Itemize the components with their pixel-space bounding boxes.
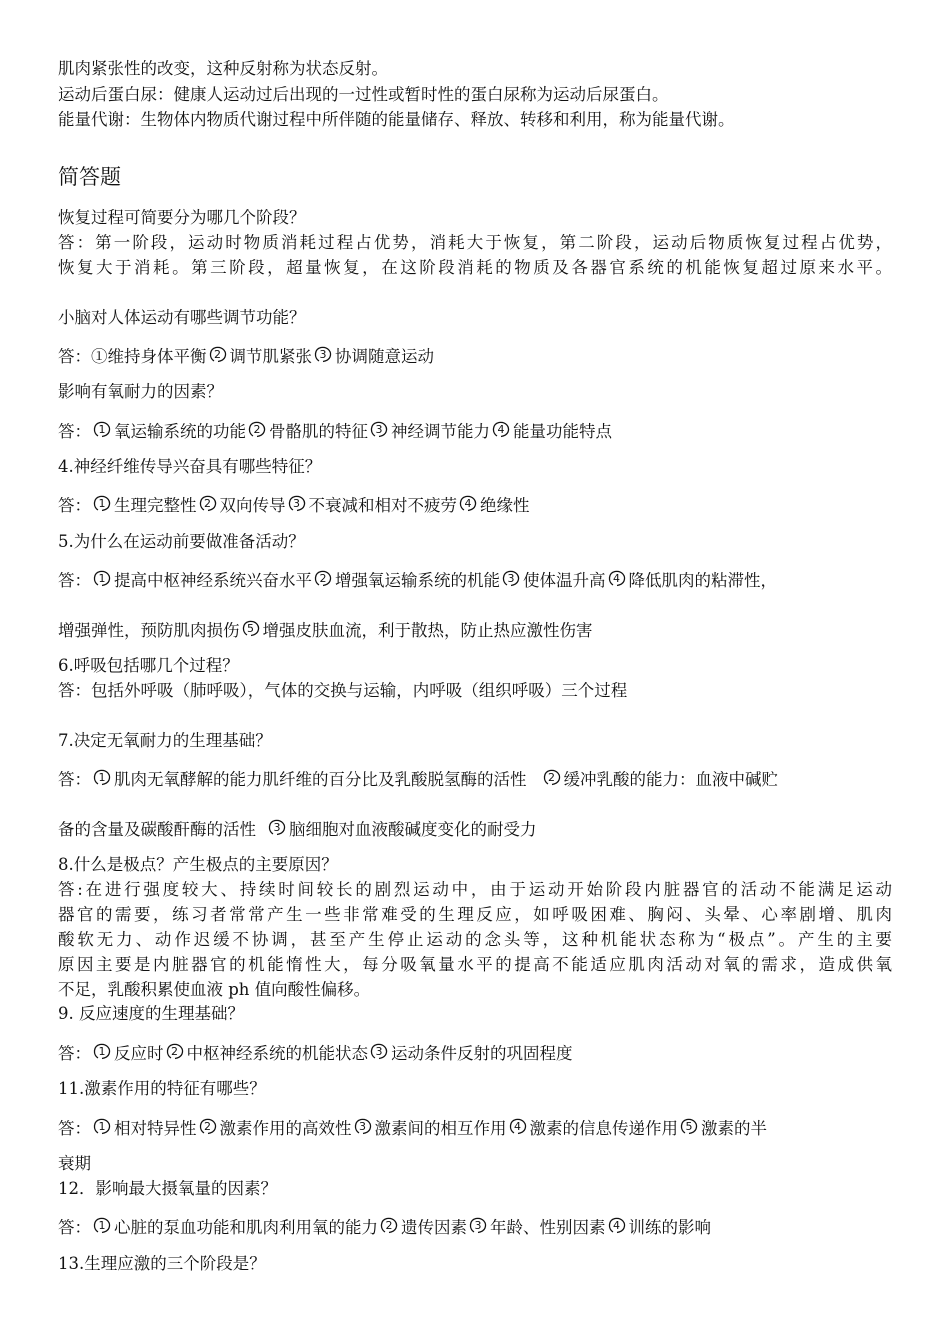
answer-11-line-1 (58, 1117, 767, 1139)
circled-number-icon: 4 (458, 494, 478, 514)
answer-5-line-2 (58, 619, 593, 641)
answer-item: 激素的半 (701, 1119, 767, 1138)
answer-1-line-1: 答：第一阶段，运动时物质消耗过程占优势，消耗大于恢复，第二阶段，运动后物质恢复过程占优势， (58, 233, 892, 252)
question-12: 12．影响最大摄氧量的因素？ (58, 1179, 277, 1198)
circled-number-icon: 4 (491, 420, 511, 440)
answer-1-line-2: 恢复大于消耗。第三阶段，超量恢复，在这阶段消耗的物质及各器官系统的机能恢复超过原来水平。 (58, 258, 892, 277)
answer-item: 骨骼肌的特征 (269, 422, 368, 441)
answer-8-line-5: 不足，乳酸积累使血液 ph 值向酸性偏移。 (58, 980, 371, 999)
answer-5-line-1 (58, 569, 777, 591)
answer-item: 训练的影响 (628, 1218, 711, 1237)
answer-item: 增强弹性，预防肌肉损伤 (58, 621, 240, 640)
answer-item: 调节肌紧张 (229, 347, 312, 366)
circled-number-icon: 2 (379, 1216, 399, 1236)
answer-prefix: 答： (58, 422, 91, 441)
circled-number-icon: 3 (369, 1042, 389, 1062)
answer-11-line-2: 衰期 (58, 1154, 91, 1173)
answer-8-line-4: 原因主要是内脏器官的机能惰性大，每分吸氧量水平的提高不能适应肌肉活动对氧的需求，造成供氧 (58, 955, 892, 974)
answer-item: 激素间的相互作用 (374, 1119, 507, 1138)
answer-item: 能量功能特点 (513, 422, 612, 441)
answer-item: 生理完整性 (114, 496, 197, 515)
circled-number-icon: 2 (313, 569, 333, 589)
question-7: 7.决定无氧耐力的生理基础？ (58, 731, 272, 750)
answer-item: 增强皮肤血流，利于散热，防止热应激性伤害 (262, 621, 593, 640)
section-title: 简答题 (58, 165, 121, 189)
answer-item: 提高中枢神经系统兴奋水平 (114, 571, 312, 590)
circled-number-icon: 4 (607, 1216, 627, 1236)
intro-line-2: 运动后蛋白尿：健康人运动过后出现的一过性或暂时性的蛋白尿称为运动后尿蛋白。 (58, 85, 669, 104)
circled-number-icon: 3 (501, 569, 521, 589)
circled-number-icon: 1 (92, 768, 112, 788)
answer-item: 运动条件反射的巩固程度 (391, 1044, 573, 1063)
answer-prefix: 答： (58, 347, 91, 366)
question-4: 4.神经纤维传导兴奋具有哪些特征？ (58, 457, 322, 476)
circled-number-icon: 2 (198, 1117, 218, 1137)
answer-prefix: 答： (58, 1044, 91, 1063)
answer-item: 使体温升高 (523, 571, 606, 590)
answer-item: 增强氧运输系统的机能 (335, 571, 500, 590)
circled-number-icon: 1 (92, 1042, 112, 1062)
circled-number-icon: 3 (287, 494, 307, 514)
answer-item: 激素的信息传递作用 (529, 1119, 678, 1138)
circled-number-icon: 4 (607, 569, 627, 589)
question-6: 6.呼吸包括哪几个过程？ (58, 656, 239, 675)
circled-number-icon: 5 (679, 1117, 699, 1137)
answer-7-line-1 (58, 768, 778, 790)
circled-number-icon: 2 (165, 1042, 185, 1062)
answer-8-line-1: 答:在进行强度较大、持续时间较长的剧烈运动中，由于运动开始阶段内脏器官的活动不能满足运动 (58, 880, 892, 899)
answer-item: 中枢神经系统的机能状态 (186, 1044, 368, 1063)
circled-number-icon: 1 (92, 1216, 112, 1236)
circled-number-icon: 1 (92, 1117, 112, 1137)
answer-12 (58, 1216, 711, 1238)
answer-item: 年龄、性别因素 (490, 1218, 606, 1237)
question-3: 影响有氧耐力的因素？ (58, 382, 223, 401)
answer-item: 缓冲乳酸的能力：血液中碱贮 (563, 770, 778, 789)
question-11: 11.激素作用的特征有哪些？ (58, 1079, 266, 1098)
intro-line-3: 能量代谢：生物体内物质代谢过程中所伴随的能量储存、释放、转移和利用，称为能量代谢。 (58, 110, 735, 129)
circled-number-icon: 5 (241, 619, 261, 639)
answer-item: 激素作用的高效性 (219, 1119, 352, 1138)
answer-item: 遗传因素 (401, 1218, 467, 1237)
answer-item: 绝缘性 (480, 496, 530, 515)
answer-item: 心脏的泵血功能和肌肉利用氧的能力 (114, 1218, 378, 1237)
answer-8-line-3: 酸软无力、动作迟缓不协调，甚至产生停止运动的念头等，这种机能状态称为“极点”。产生的主要 (58, 930, 892, 949)
circled-number-icon: 2 (198, 494, 218, 514)
answer-item: 降低肌肉的粘滞性， (628, 571, 777, 590)
question-5: 5.为什么在运动前要做准备活动？ (58, 532, 305, 551)
circled-number-icon: 2 (208, 345, 228, 365)
question-13: 13.生理应激的三个阶段是？ (58, 1254, 266, 1273)
answer-4 (58, 494, 530, 516)
question-2: 小脑对人体运动有哪些调节功能？ (58, 308, 306, 327)
circled-number-icon: 3 (267, 818, 287, 838)
answer-item: 神经调节能力 (391, 422, 490, 441)
answer-prefix: 答： (58, 571, 91, 590)
answer-prefix: 答： (58, 1218, 91, 1237)
circled-number-icon: 1 (92, 494, 112, 514)
answer-3 (58, 420, 612, 442)
circled-number-icon: 3 (353, 1117, 373, 1137)
circled-number-icon: 3 (313, 345, 333, 365)
circled-number-icon: 1 (92, 420, 112, 440)
circled-number-icon: 2 (542, 768, 562, 788)
circled-number-icon: 3 (369, 420, 389, 440)
circled-number-icon: 1 (92, 569, 112, 589)
answer-item: 肌肉无氧酵解的能力肌纤维的百分比及乳酸脱氢酶的活性 (114, 770, 527, 789)
circled-number-icon: 2 (247, 420, 267, 440)
answer-item: 反应时 (114, 1044, 164, 1063)
answer-item: 相对特异性 (114, 1119, 197, 1138)
answer-8-line-2: 器官的需要，练习者常常产生一些非常难受的生理反应，如呼吸困难、胸闷、头晕、心率剧增、肌肉 (58, 905, 892, 924)
answer-item: 氧运输系统的功能 (114, 422, 246, 441)
question-9: 9. 反应速度的生理基础？ (58, 1004, 244, 1023)
answer-item: ①维持身体平衡 (91, 347, 207, 366)
answer-7-line-2 (58, 818, 537, 840)
answer-item: 脑细胞对血液酸碱度变化的耐受力 (289, 820, 537, 839)
answer-2 (58, 345, 434, 367)
answer-prefix: 答： (58, 496, 91, 515)
answer-item: 不衰减和相对不疲劳 (308, 496, 457, 515)
answer-item: 协调随意运动 (335, 347, 434, 366)
circled-number-icon: 4 (508, 1117, 528, 1137)
answer-prefix: 答： (58, 1119, 91, 1138)
question-8: 8.什么是极点？产生极点的主要原因？ (58, 855, 338, 874)
answer-item: 双向传导 (219, 496, 286, 515)
intro-line-1: 肌肉紧张性的改变，这种反射称为状态反射。 (58, 59, 388, 78)
answer-item: 备的含量及碳酸酐酶的活性 (58, 820, 256, 839)
question-1: 恢复过程可简要分为哪几个阶段？ (58, 208, 306, 227)
answer-9 (58, 1042, 573, 1064)
answer-6: 答：包括外呼吸（肺呼吸），气体的交换与运输，内呼吸（组织呼吸）三个过程 (58, 681, 628, 700)
answer-prefix: 答： (58, 770, 91, 789)
circled-number-icon: 3 (468, 1216, 488, 1236)
